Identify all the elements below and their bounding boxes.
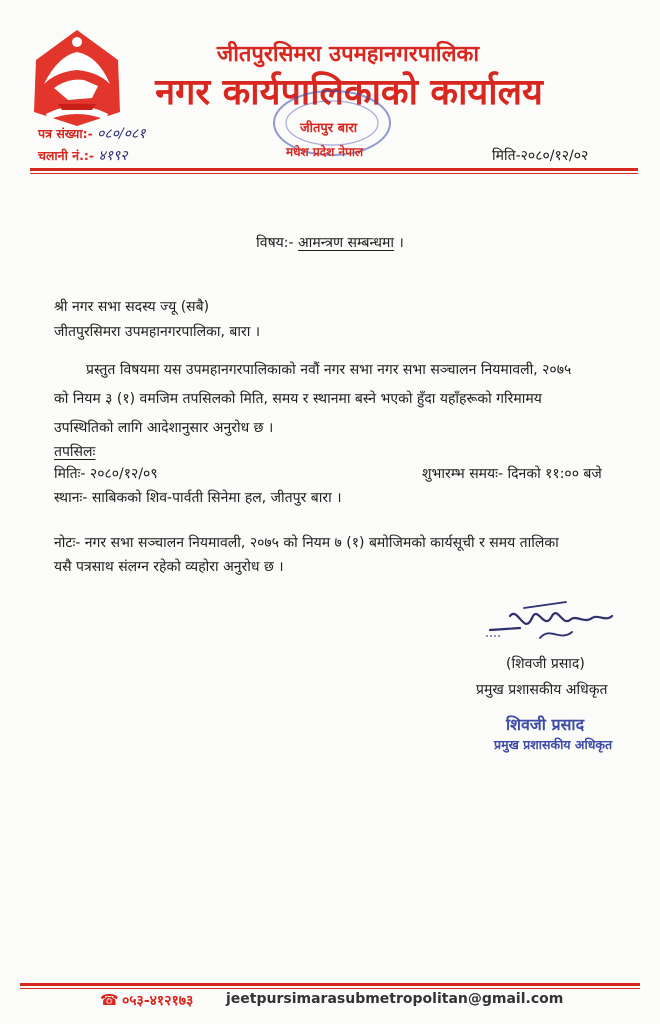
title-stamp: प्रमुख प्रशासकीय अधिकृत	[494, 737, 613, 752]
dispatch-number-label: चलानी नं.:-	[38, 148, 95, 163]
meeting-venue: स्थानः- साबिकको शिव-पार्वती सिनेमा हल, जीतपुर बारा ।	[54, 490, 342, 506]
letter-number-value: ०८०/०८१	[97, 126, 146, 142]
body-line-1: प्रस्तुत विषयमा यस उपमहानगरपालिकाको नवौं नगर सभा नगर सभा सञ्चालन नियमावली, २०७५	[86, 362, 572, 378]
stamp-text-location: जीतपुर बारा	[300, 121, 358, 136]
header-divider-thin	[30, 173, 638, 174]
footer-divider	[20, 983, 640, 986]
subject-label: विषय:-	[256, 235, 294, 251]
signatory-title: प्रमुख प्रशासकीय अधिकृत	[476, 682, 608, 698]
nepal-emblem-logo	[28, 26, 126, 130]
details-heading: तपसिलः	[54, 444, 96, 460]
email-address: jeetpursimarasubmetropolitan@gmail.com	[226, 991, 564, 1007]
letter-number	[38, 124, 146, 143]
recipient-line-1: श्री नगर सभा सदस्य ज्यू (सबै)	[54, 299, 210, 315]
body-line-3: उपस्थितिको लागि आदेशानुसार अनुरोध छ ।	[54, 420, 274, 436]
subject-end: ।	[398, 235, 404, 251]
signatory-name: (शिवजी प्रसाद)	[506, 656, 585, 672]
meeting-time: शुभारम्भ समयः- दिनको ११:०० बजे	[422, 466, 602, 482]
footer-divider-thin	[20, 988, 640, 989]
letter-date: मिति-२०८०/१२/०२	[492, 148, 589, 164]
subject-text: आमन्त्रण सम्बन्धमा	[298, 235, 395, 251]
subject-line	[0, 233, 660, 252]
phone-icon: ☎	[100, 991, 119, 1009]
header-divider	[30, 168, 638, 171]
office-title: नगर कार्यपालिकाको कार्यालय	[155, 72, 543, 113]
stamp-text-province: मधेश प्रदेश नेपाल	[286, 145, 364, 159]
dispatch-number	[38, 146, 128, 165]
meeting-date: मितिः- २०८०/१२/०९	[54, 466, 158, 482]
body-line-2: को नियम ३ (१) वमजिम तपसिलको मिति, समय र स्थानमा बस्ने भएको हुँदा यहाँहरूको गरिमामय	[54, 391, 542, 407]
letter-number-label: पत्र संख्या:-	[38, 126, 93, 141]
name-stamp: शिवजी प्रसाद	[506, 715, 585, 734]
recipient-line-2: जीतपुरसिमरा उपमहानगरपालिका, बारा ।	[54, 324, 261, 340]
dispatch-number-value: ४१९२	[98, 148, 128, 164]
municipality-name: जीतपुरसिमरा उपमहानगरपालिका	[216, 42, 480, 67]
handwritten-signature	[480, 596, 620, 648]
note-line-1: नोटः- नगर सभा सञ्चालन नियमावली, २०७५ को नियम ७ (१) बमोजिमको कार्यसूची र समय तालिका	[54, 535, 559, 551]
phone-number: ०५३-४१२१७३	[122, 993, 194, 1009]
note-line-2: यसै पत्रसाथ संलग्न रहेको व्यहोरा अनुरोध छ ।	[54, 559, 284, 575]
